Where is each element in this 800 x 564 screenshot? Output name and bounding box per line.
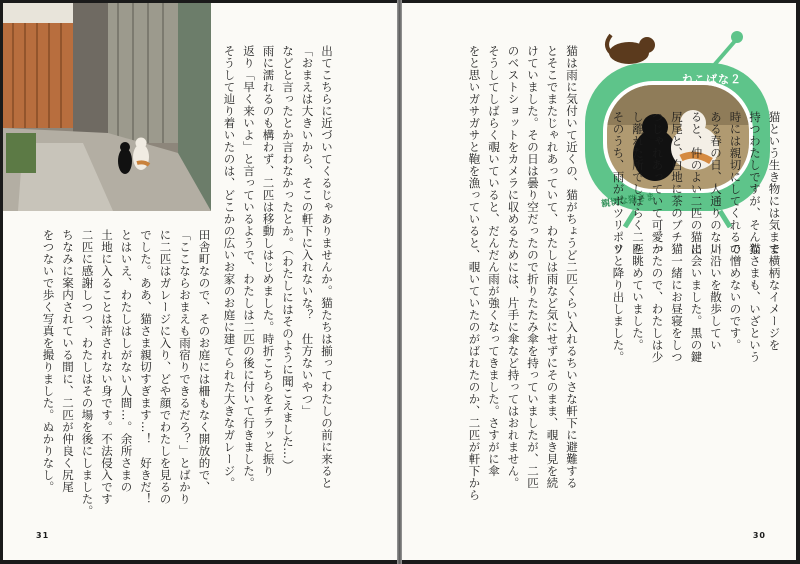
right-page [402, 3, 796, 560]
cats-alley-photo [3, 3, 211, 211]
page-number-right: 30 [752, 531, 766, 540]
badge-title: ねこばな２ [682, 73, 742, 86]
left-page [3, 3, 397, 560]
left-second-text: 田舎町なので、そのお庭には柵もなく開放的で、 「ここならおまえも雨宿りできるだろ？」とばかり に二匹はガレージに入り、どや顔でわたしを見るの でした。ああ、猫さま親切すぎます…！ 好きだ！ とはいえ、わたしはしがない人間…。余所さまの 土地に入ることは許されない身です。不法侵入です 二匹に感謝しつつ、わたしはその場を後にしました。 ちなみに案内されている間に、二匹が仲良く尻尾 をつないで歩く写真を撮りました。ぬかりなし。 [41, 229, 212, 517]
right-intro-lead: 猫という生き物には気まま 持つわたしですが、そんな 時には親切にしてくれるの ある春の日、人通りのない ると、仲のよい二匹の猫に 尻尾と、白地に茶のブチ猫 つじゃれあっていて可愛か し離れた所でしばらく二匹 そのうち、雨がポツリポツ [611, 111, 782, 255]
right-main-text: 猫は雨に気付いて近くの、猫がちょうど二匹くらい入れるちいさな軒下に避難する とそこでまたじゃれあっていて、わたしは雨など気にせずにそのまま、覗き見を続 けていました。その日は曇り空だったので折りたたみ傘を持っていましたが、二匹 のベストショットをカメラに収めるためには、片手に傘など持ってはおれません。 そうしてしばらく覗いていると、だんだん雨が強くなってきました。さすがに傘 をと思いガサガサと鞄を漁っていると、覗いていたのがばれたのか、二匹が軒下から [467, 45, 579, 501]
badge-caption: 親切な猫さま [600, 192, 656, 210]
right-intro-text: で横柄なイメージを 猫さまも、いざという で憎めないのです。 川沿いを散歩してい 出会いました。黒の鍵 、一緒にお昼寝をしつ ったので、わたしは少 を眺めていました。 リと降り出しました。 [611, 243, 782, 363]
page-number-left: 31 [36, 531, 50, 540]
left-main-text: 出てこちらに近づいてくるじゃありませんか。猫たちは揃ってわたしの前に来ると 「おまえは大きいから、そこの軒下に入れないな？ 仕方ないやつ」 などと言ったとか言わなかったとか。（わたしにはそのように聞こえました…） 雨に濡れるのも構わず、二匹は移動しはじめました。時折こちらをチラッと振り 返り「早く来いよ」と言っているようで、わたしは二匹の後に付いて行きました。 そうして辿り着いたのは、どこかの広いお家のお庭に建てられた大きなガレージ。 [222, 45, 334, 489]
